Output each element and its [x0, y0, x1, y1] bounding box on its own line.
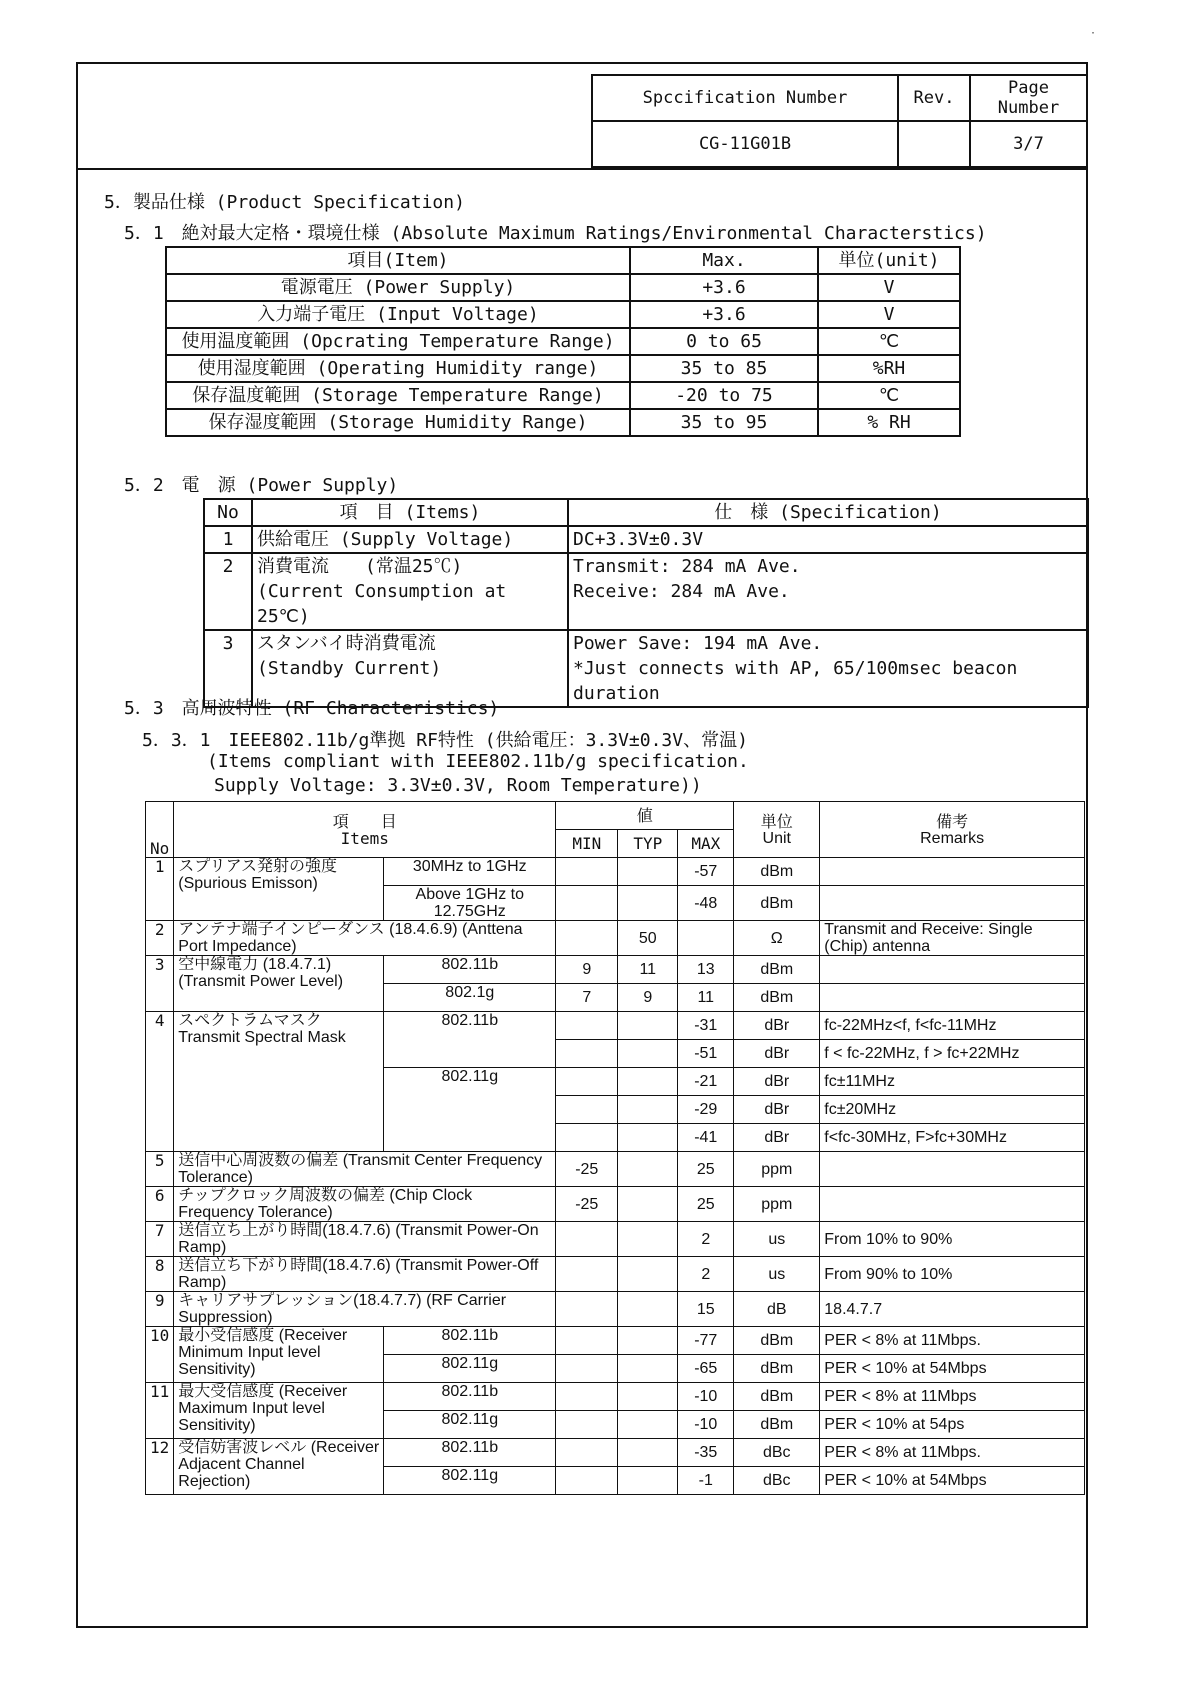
cell-item: スプリアス発射の強度(Spurious Emisson) [174, 858, 384, 921]
cell-min [556, 1012, 618, 1040]
table-row [146, 1222, 1085, 1257]
cell-no: 5 [146, 1152, 174, 1187]
header-divider [76, 168, 1088, 170]
cell-unit: us [734, 1257, 820, 1292]
cell-item [252, 553, 568, 630]
rf-table-body [146, 802, 1085, 1495]
cell-typ [618, 1327, 678, 1355]
remarks-header-jp: 備考 [936, 811, 969, 831]
col-value: 値 [556, 802, 734, 830]
cell-remarks: PER < 10% at 54ps [820, 1411, 1085, 1439]
item-line-2: (Standby Current) [257, 658, 442, 679]
cell-no: 2 [204, 553, 252, 630]
cell-remarks: PER < 10% at 54Mbps [820, 1467, 1085, 1495]
cell-condition: Above 1GHz to 12.75GHz [384, 886, 556, 921]
cell-condition: 802.11g [384, 1355, 556, 1383]
table-header-row [146, 802, 1085, 830]
cell-item: 保存温度範囲 (Storage Temperature Range) [166, 382, 630, 409]
cell-unit: ℃ [818, 328, 960, 355]
cell-remarks: Transmit and Receive: Single (Chip) antenna [820, 921, 1085, 956]
section-5-3-1-title: 5．3．1 IEEE802.11b/g準拠 RF特性 (供給電圧：3.3V±0.3V、常温) [142, 730, 748, 751]
cell-min [556, 1292, 618, 1327]
cell-unit: % RH [818, 409, 960, 436]
cell-max: -1 [678, 1467, 734, 1495]
cell-min [556, 1257, 618, 1292]
cell-remarks: f < fc-22MHz, f > fc+22MHz [820, 1040, 1085, 1068]
cell-item: 最小受信感度 (Receiver Minimum Input level Sensitivity) [174, 1327, 384, 1383]
item-line-1: 消費電流 (常温25℃) [257, 556, 463, 577]
cell-condition: 802.11b [384, 1439, 556, 1467]
cell-remarks [820, 858, 1085, 886]
col-spec: 仕 様 (Specification) [568, 499, 1088, 526]
cell-item: 空中線電力 (18.4.7.1) (Transmit Power Level) [174, 956, 384, 1012]
col-no: No [146, 802, 174, 858]
col-item: 項目(Item) [166, 247, 630, 274]
cell-no: 9 [146, 1292, 174, 1327]
cell-no: 10 [146, 1327, 174, 1383]
cell-no: 3 [146, 956, 174, 1012]
cell-spec [568, 630, 1088, 707]
cell-typ [618, 1187, 678, 1222]
cell-min [556, 1355, 618, 1383]
cell-min [556, 1383, 618, 1411]
cell-unit: ppm [734, 1187, 820, 1222]
cell-min [556, 1439, 618, 1467]
cell-remarks: fc±20MHz [820, 1096, 1085, 1124]
cell-unit: dBr [734, 1012, 820, 1040]
section-5-1-title: 5．1 絶対最大定格・環境仕様 (Absolute Maximum Ratings/Environmental Characterstics) [124, 223, 987, 244]
cell-max: +3.6 [630, 301, 818, 328]
table-row [146, 1187, 1085, 1222]
cell-no: 4 [146, 1012, 174, 1152]
cell-unit: %RH [818, 355, 960, 382]
cell-item: 最大受信感度 (Receiver Maximum Input level Sensitivity) [174, 1383, 384, 1439]
col-unit [734, 802, 820, 858]
rev-value [898, 121, 970, 167]
cell-item: キャリアサプレッション(18.4.7.7) (RF Carrier Suppression) [174, 1292, 556, 1327]
cell-typ [618, 1292, 678, 1327]
unit-header-en: Unit [762, 829, 791, 847]
cell-unit: dBr [734, 1096, 820, 1124]
cell-no: 6 [146, 1187, 174, 1222]
col-max: MAX [678, 830, 734, 858]
cell-max: -29 [678, 1096, 734, 1124]
cell-unit: ppm [734, 1152, 820, 1187]
section-5-3-title: 5．3 高周波特性 (RF Characteristics) [124, 698, 500, 719]
cell-typ [618, 1411, 678, 1439]
remarks-header-en: Remarks [920, 829, 985, 847]
col-unit: 単位(unit) [818, 247, 960, 274]
cell-item: 送信立ち下がり時間(18.4.7.6) (Transmit Power-Off Ramp) [174, 1257, 556, 1292]
cell-no: 7 [146, 1222, 174, 1257]
table-row [146, 921, 1085, 956]
cell-remarks: 18.4.7.7 [820, 1292, 1085, 1327]
cell-remarks: fc-22MHz<f, f<fc-11MHz [820, 1012, 1085, 1040]
cell-min [556, 1467, 618, 1495]
items-header-en: Items [340, 828, 389, 848]
cell-remarks [820, 1152, 1085, 1187]
cell-remarks: f<fc-30MHz, F>fc+30MHz [820, 1124, 1085, 1152]
cell-max [678, 921, 734, 956]
cell-min [556, 858, 618, 886]
cell-remarks [820, 956, 1085, 984]
cell-max: -65 [678, 1355, 734, 1383]
doc-header-table [591, 74, 1088, 168]
cell-typ [618, 1439, 678, 1467]
cell-item: 使用温度範囲 (Opcrating Temperature Range) [166, 328, 630, 355]
table-row [146, 1439, 1085, 1467]
table-row [166, 328, 960, 355]
cell-typ [618, 1152, 678, 1187]
cell-unit: dBc [734, 1439, 820, 1467]
cell-remarks [820, 886, 1085, 921]
cell-typ: 11 [618, 956, 678, 984]
item-line-1: スタンバイ時消費電流 [257, 633, 436, 654]
cell-min [556, 1327, 618, 1355]
cell-unit: dBr [734, 1124, 820, 1152]
page-number: 3/7 [970, 121, 1087, 167]
section-5-3-1-line3: Supply Voltage: 3.3V±0.3V, Room Temperature)) [214, 775, 702, 796]
cell-unit: dB [734, 1292, 820, 1327]
cell-condition: 802.11b [384, 956, 556, 984]
cell-item: 使用湿度範囲 (Operating Humidity range) [166, 355, 630, 382]
cell-remarks [820, 1187, 1085, 1222]
cell-min [556, 1411, 618, 1439]
cell-min: -25 [556, 1152, 618, 1187]
item-line-2: (Current Consumption at 25℃) [257, 581, 507, 627]
cell-item: 保存湿度範囲 (Storage Humidity Range) [166, 409, 630, 436]
cell-typ [618, 1096, 678, 1124]
table-row [166, 382, 960, 409]
cell-unit: dBr [734, 1068, 820, 1096]
cell-typ [618, 1257, 678, 1292]
cell-condition: 802.11b [384, 1383, 556, 1411]
table-row [146, 1383, 1085, 1411]
cell-no: 11 [146, 1383, 174, 1439]
cell-item: スペクトラムマスク Transmit Spectral Mask [174, 1012, 384, 1152]
spec-number-label: Spccification Number [592, 75, 898, 121]
cell-typ [618, 1222, 678, 1257]
cell-min [556, 1068, 618, 1096]
cell-unit: Ω [734, 921, 820, 956]
table-row [204, 553, 1088, 630]
cell-min [556, 1040, 618, 1068]
table-row [146, 1327, 1085, 1355]
cell-item: チップクロック周波数の偏差 (Chip Clock Frequency Tolerance) [174, 1187, 556, 1222]
cell-max: -31 [678, 1012, 734, 1040]
cell-condition: 30MHz to 1GHz [384, 858, 556, 886]
cell-max: 15 [678, 1292, 734, 1327]
cell-item: 入力端子電圧 (Input Voltage) [166, 301, 630, 328]
cell-no: 12 [146, 1439, 174, 1495]
table-row [146, 1292, 1085, 1327]
cell-remarks: PER < 10% at 54Mbps [820, 1355, 1085, 1383]
cell-max: 35 to 85 [630, 355, 818, 382]
scan-artifact: · [1090, 28, 1097, 39]
cell-max: -10 [678, 1411, 734, 1439]
cell-max: -20 to 75 [630, 382, 818, 409]
cell-max: 25 [678, 1152, 734, 1187]
spec-line-2: *Just connects with AP, 65/100msec beacon duration [573, 658, 1018, 704]
cell-min [556, 1124, 618, 1152]
cell-typ: 9 [618, 984, 678, 1012]
section-5-2-title: 5．2 電 源 (Power Supply) [124, 475, 399, 496]
cell-max: -41 [678, 1124, 734, 1152]
table-row [146, 1257, 1085, 1292]
cell-condition: 802.1g [384, 984, 556, 1012]
cell-max: -10 [678, 1383, 734, 1411]
table-header-row [204, 499, 1088, 526]
cell-max: 35 to 95 [630, 409, 818, 436]
abs-max-table [165, 246, 961, 437]
table-row [204, 526, 1088, 553]
cell-max: -35 [678, 1439, 734, 1467]
cell-typ [618, 886, 678, 921]
rf-characteristics-table [145, 801, 1085, 1495]
cell-unit: V [818, 274, 960, 301]
cell-unit: dBm [734, 858, 820, 886]
cell-min [556, 886, 618, 921]
cell-max: 13 [678, 956, 734, 984]
spec-number: CG-11G01B [592, 121, 898, 167]
cell-max: 0 to 65 [630, 328, 818, 355]
table-row [146, 1152, 1085, 1187]
col-min: MIN [556, 830, 618, 858]
cell-min [556, 921, 618, 956]
cell-remarks: PER < 8% at 11Mbps. [820, 1439, 1085, 1467]
cell-unit: dBm [734, 1355, 820, 1383]
cell-typ [618, 1040, 678, 1068]
cell-item: 送信中心周波数の偏差 (Transmit Center Frequency Tolerance) [174, 1152, 556, 1187]
cell-typ [618, 1124, 678, 1152]
cell-min: 9 [556, 956, 618, 984]
cell-typ [618, 1355, 678, 1383]
cell-unit: dBm [734, 956, 820, 984]
table-row [166, 274, 960, 301]
cell-no: 3 [204, 630, 252, 707]
cell-max: -51 [678, 1040, 734, 1068]
cell-typ [618, 858, 678, 886]
cell-unit: ℃ [818, 382, 960, 409]
cell-remarks: PER < 8% at 11Mbps. [820, 1327, 1085, 1355]
cell-item: 供給電圧 (Supply Voltage) [252, 526, 568, 553]
unit-header-jp: 単位 [760, 811, 793, 831]
col-items: 項 目 (Items) [252, 499, 568, 526]
cell-unit: dBc [734, 1467, 820, 1495]
cell-no: 1 [204, 526, 252, 553]
cell-typ [618, 1012, 678, 1040]
cell-max: 2 [678, 1222, 734, 1257]
table-row [166, 301, 960, 328]
spec-line-2: Receive: 284 mA Ave. [573, 581, 790, 602]
cell-typ: 50 [618, 921, 678, 956]
page-number-label: Page Number [970, 75, 1087, 121]
cell-spec: DC+3.3V±0.3V [568, 526, 1088, 553]
cell-condition: 802.11g [384, 1068, 556, 1152]
spec-line-1: Transmit: 284 mA Ave. [573, 556, 801, 577]
col-items [174, 802, 556, 858]
cell-max: 11 [678, 984, 734, 1012]
cell-condition: 802.11b [384, 1012, 556, 1068]
power-supply-table [203, 498, 1089, 708]
table-row [166, 355, 960, 382]
table-row [146, 858, 1085, 886]
cell-no: 8 [146, 1257, 174, 1292]
table-row [166, 409, 960, 436]
cell-unit: V [818, 301, 960, 328]
cell-unit: us [734, 1222, 820, 1257]
cell-unit: dBr [734, 1040, 820, 1068]
cell-unit: dBm [734, 984, 820, 1012]
cell-max: 2 [678, 1257, 734, 1292]
cell-typ [618, 1383, 678, 1411]
cell-unit: dBm [734, 1383, 820, 1411]
cell-no: 1 [146, 858, 174, 921]
cell-remarks: fc±11MHz [820, 1068, 1085, 1096]
cell-max: -48 [678, 886, 734, 921]
cell-remarks: From 10% to 90% [820, 1222, 1085, 1257]
items-header-jp: 項 目 [332, 811, 397, 831]
cell-unit: dBm [734, 1411, 820, 1439]
cell-min: -25 [556, 1187, 618, 1222]
cell-remarks: PER < 8% at 11Mbps [820, 1383, 1085, 1411]
cell-condition: 802.11g [384, 1467, 556, 1495]
cell-item: 電源電圧 (Power Supply) [166, 274, 630, 301]
cell-spec [568, 553, 1088, 630]
cell-condition: 802.11b [384, 1327, 556, 1355]
cell-remarks [820, 984, 1085, 1012]
cell-max: 25 [678, 1187, 734, 1222]
cell-typ [618, 1068, 678, 1096]
cell-max: -57 [678, 858, 734, 886]
cell-max: -21 [678, 1068, 734, 1096]
cell-condition: 802.11g [384, 1411, 556, 1439]
cell-remarks: From 90% to 10% [820, 1257, 1085, 1292]
table-row [146, 956, 1085, 984]
cell-max: -77 [678, 1327, 734, 1355]
section-5-title: 5．製品仕様 (Product Specification) [104, 192, 465, 213]
cell-unit: dBm [734, 886, 820, 921]
cell-max: +3.6 [630, 274, 818, 301]
cell-no: 2 [146, 921, 174, 956]
cell-typ [618, 1467, 678, 1495]
cell-min [556, 1222, 618, 1257]
cell-min [556, 1096, 618, 1124]
cell-item: 受信妨害波レベル (Receiver Adjacent Channel Rejection) [174, 1439, 384, 1495]
cell-item: 送信立ち上がり時間(18.4.7.6) (Transmit Power-On Ramp) [174, 1222, 556, 1257]
col-typ: TYP [618, 830, 678, 858]
cell-unit: dBm [734, 1327, 820, 1355]
col-no: No [204, 499, 252, 526]
spec-line-1: Power Save: 194 mA Ave. [573, 633, 823, 654]
table-header-row [166, 247, 960, 274]
cell-item: アンテナ端子インピーダンス (18.4.6.9) (Anttena Port Impedance) [174, 921, 556, 956]
cell-min: 7 [556, 984, 618, 1012]
section-5-3-1-line2: (Items compliant with IEEE802.11b/g specification. [207, 751, 749, 772]
rev-label: Rev. [898, 75, 970, 121]
col-remarks [820, 802, 1085, 858]
table-row [146, 1012, 1085, 1040]
col-max: Max. [630, 247, 818, 274]
